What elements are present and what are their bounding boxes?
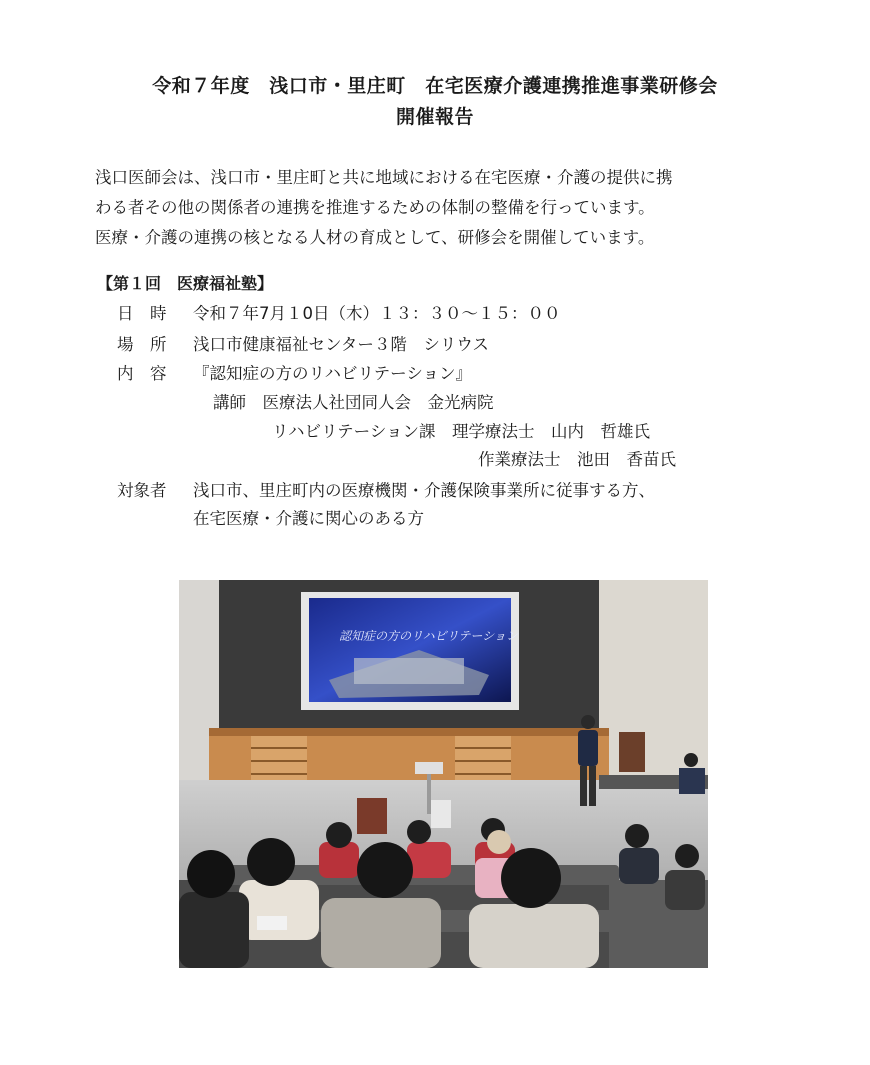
place-value: 浅口市健康福祉センター３階 シリウス bbox=[193, 335, 489, 354]
intro-line-3: 医療・介護の連携の核となる人材の育成として、研修会を開催しています。 bbox=[95, 228, 655, 247]
page-subtitle: 開催報告 bbox=[395, 106, 474, 128]
content-value: 『認知症の方のリハビリテーション』 bbox=[193, 364, 473, 383]
content-label: 内 容 bbox=[117, 364, 167, 383]
target-line-2: 在宅医療・介護に関心のある方 bbox=[193, 509, 424, 528]
session-heading: 【第１回 医療福祉塾】 bbox=[97, 274, 274, 293]
seminar-photo bbox=[179, 580, 708, 968]
intro-line-1: 浅口医師会は、浅口市・里庄町と共に地域における在宅医療・介護の提供に携 bbox=[95, 168, 673, 187]
intro-line-2: わる者その他の関係者の連携を推進するための体制の整備を行っています。 bbox=[95, 198, 655, 217]
screen-text: 認知症の方のリハビリテーション bbox=[339, 629, 518, 643]
place-label: 場 所 bbox=[117, 335, 167, 354]
date-value: 令和７年7月１0日（木）１３：３０～１５：００ bbox=[193, 304, 561, 323]
lecturer-line-3: 作業療法士 池田 香苗氏 bbox=[478, 450, 676, 469]
lecturer-line-2: リハビリテーション課 理学療法士 山内 哲雄氏 bbox=[272, 422, 651, 441]
date-label: 日 時 bbox=[117, 304, 167, 323]
target-line-1: 浅口市、里庄町内の医療機関・介護保険事業所に従事する方、 bbox=[193, 481, 655, 500]
target-label: 対象者 bbox=[117, 481, 167, 500]
page-title: 令和７年度 浅口市・里庄町 在宅医療介護連携推進事業研修会 bbox=[152, 75, 718, 97]
lecturer-line-1: 講師 医療法人社団同人会 金光病院 bbox=[213, 393, 494, 412]
seminar-photo-illustration bbox=[179, 580, 708, 968]
